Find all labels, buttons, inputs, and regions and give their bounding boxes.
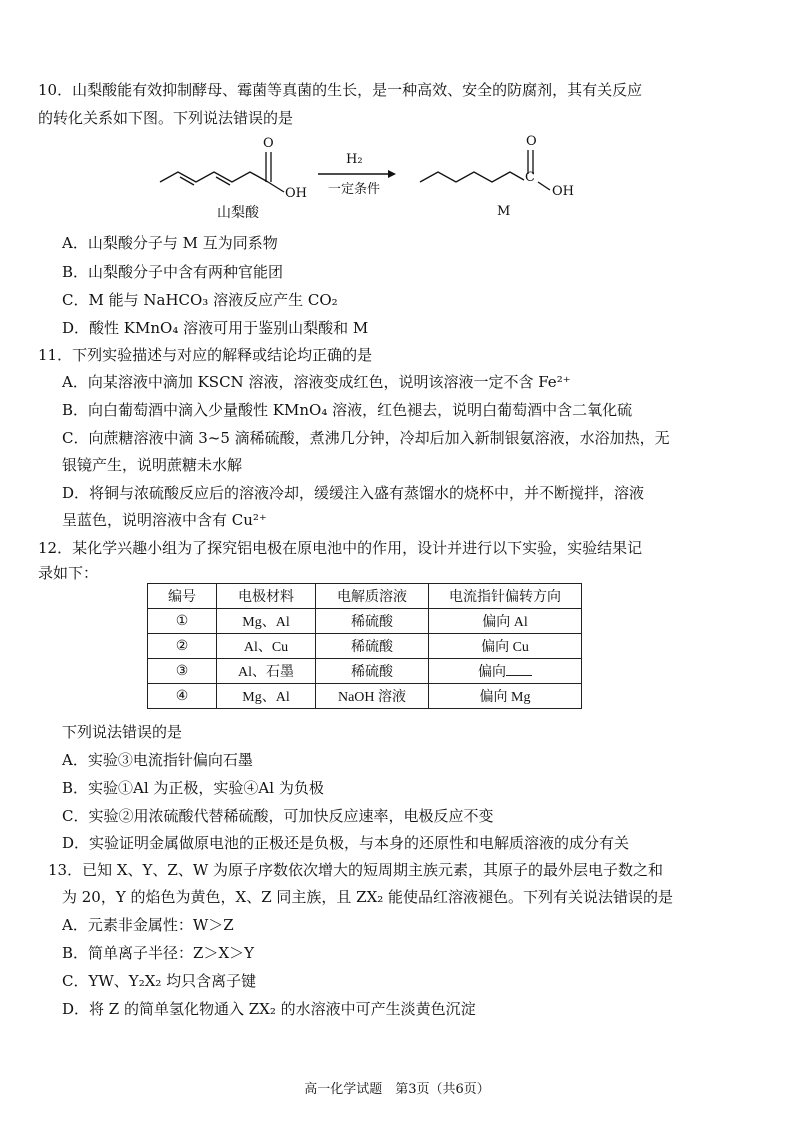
cell-number: ④ (148, 684, 217, 709)
cell-direction: 偏向 Mg (429, 684, 582, 709)
q12-option-b: B．实验①Al 为正极，实验④Al 为负极 (62, 779, 324, 797)
m-carbon-label: C (525, 170, 535, 185)
sorbic-acid-name: 山梨酸 (217, 205, 259, 221)
q12-after-table: 下列说法错误的是 (62, 723, 183, 741)
q11-option-c-line2: 银镜产生，说明蔗糖未水解 (62, 456, 243, 474)
cell-electrode: Al、Cu (217, 634, 316, 659)
product-name: M (497, 204, 511, 219)
experiment-table (147, 583, 582, 709)
cell-electrode: Mg、Al (217, 684, 316, 709)
q11-option-d-line1: D．将铜与浓硫酸反应后的溶液冷却，缓缓注入盛有蒸馏水的烧杯中，并不断搅拌，溶液 (62, 484, 645, 502)
q12-option-a: A．实验③电流指针偏向石墨 (62, 751, 253, 769)
cell-electrolyte: NaOH 溶液 (316, 684, 429, 709)
m-oxygen-label: O (526, 134, 537, 149)
q11-option-b: B．向白葡萄酒中滴入少量酸性 KMnO₄ 溶液，红色褪去，说明白葡萄酒中含二氧化硫 (62, 401, 633, 419)
q11-stem: 11．下列实验描述与对应的解释或结论均正确的是 (38, 346, 373, 364)
cell-number: ③ (148, 659, 217, 684)
table-row (148, 609, 582, 634)
direction-text: 偏向 (478, 665, 506, 680)
sorbic-oh-label: OH (285, 186, 307, 201)
condition-label: 一定条件 (328, 182, 381, 197)
q10-stem-line1: 10．山梨酸能有效抑制酵母、霉菌等真菌的生长，是一种高效、安全的防腐剂，其有关反应 (38, 81, 643, 99)
fill-in-blank (506, 663, 532, 676)
q10-stem-line2: 的转化关系如下图。下列说法错误的是 (38, 109, 294, 127)
q12-stem-line2: 录如下： (38, 564, 99, 582)
table-row (148, 684, 582, 709)
header-electrolyte: 电解质溶液 (316, 584, 429, 609)
q12-option-d: D．实验证明金属做原电池的正极还是负极，与本身的还原性和电解质溶液的成分有关 (62, 834, 630, 852)
reagent-label: H₂ (346, 152, 363, 167)
cell-number: ② (148, 634, 217, 659)
q10-option-c: C．M 能与 NaHCO₃ 溶液反应产生 CO₂ (62, 291, 338, 309)
cell-electrode: Al、石墨 (217, 659, 316, 684)
header-number: 编号 (148, 584, 217, 609)
q12-stem-line1: 12．某化学兴趣小组为了探究铝电极在原电池中的作用，设计并进行以下实验，实验结果记 (38, 539, 643, 557)
q13-option-d: D．将 Z 的简单氢化物通入 ZX₂ 的水溶液中可产生淡黄色沉淀 (62, 1000, 476, 1018)
header-electrode: 电极材料 (217, 584, 316, 609)
table-row (148, 659, 582, 684)
cell-number: ① (148, 609, 217, 634)
q10-option-d: D．酸性 KMnO₄ 溶液可用于鉴别山梨酸和 M (62, 319, 369, 337)
q11-option-a: A．向某溶液中滴加 KSCN 溶液，溶液变成红色，说明该溶液一定不含 Fe²⁺ (62, 373, 571, 391)
q11-option-d-line2: 呈蓝色，说明溶液中含有 Cu²⁺ (62, 511, 267, 529)
table-row (148, 634, 582, 659)
q12-option-c: C．实验②用浓硫酸代替稀硫酸，可加快反应速率，电极反应不变 (62, 807, 494, 825)
table-header-row (148, 584, 582, 609)
cell-electrode: Mg、Al (217, 609, 316, 634)
sorbic-oxygen-label: O (263, 136, 274, 151)
q13-option-b: B．简单离子半径：Z＞X＞Y (62, 944, 255, 962)
q13-stem-line1: 13．已知 X、Y、Z、W 为原子序数依次增大的短周期主族元素，其原子的最外层电子数之和 (48, 861, 664, 879)
q11-option-c-line1: C．向蔗糖溶液中滴 3~5 滴稀硫酸，煮沸几分钟，冷却后加入新制银氨溶液，水浴加热，无 (62, 429, 670, 447)
reaction-scheme (150, 134, 590, 230)
q10-option-a: A．山梨酸分子与 M 互为同系物 (62, 234, 278, 252)
cell-direction: 偏向 Cu (429, 634, 582, 659)
q13-option-c: C．YW、Y₂X₂ 均只含离子键 (62, 972, 257, 990)
cell-electrolyte: 稀硫酸 (316, 659, 429, 684)
q10-option-b: B．山梨酸分子中含有两种官能团 (62, 263, 284, 281)
cell-electrolyte: 稀硫酸 (316, 609, 429, 634)
cell-direction-blank (429, 659, 582, 684)
header-direction: 电流指针偏转方向 (429, 584, 582, 609)
m-oh-label: OH (552, 184, 574, 199)
cell-electrolyte: 稀硫酸 (316, 634, 429, 659)
cell-direction: 偏向 Al (429, 609, 582, 634)
page-footer: 高一化学试题 第3页（共6页） (304, 1082, 490, 1097)
q13-option-a: A．元素非金属性：W＞Z (62, 916, 234, 934)
q13-stem-line2: 为 20，Y 的焰色为黄色，X、Z 同主族，且 ZX₂ 能使品红溶液褪色。下列有关说法错误的是 (62, 888, 674, 906)
